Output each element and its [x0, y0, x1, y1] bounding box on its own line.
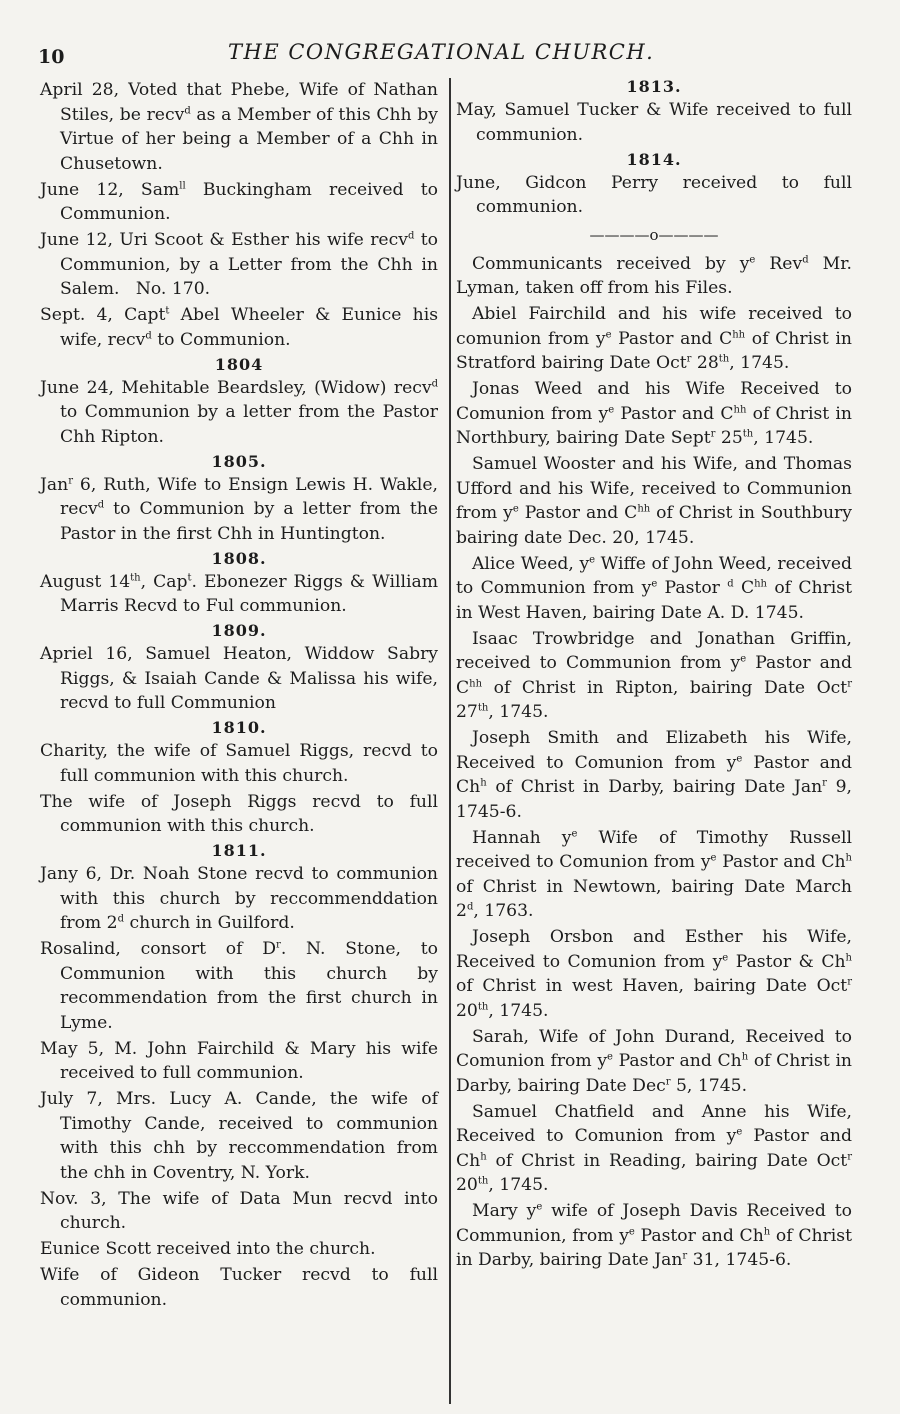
record-paragraph: Sarah, Wife of John Durand, Received to Comunion from $y^e$ Pastor and Ch$^h$ of Christ in Darby, bairing Date Dec$^r$ 5, 1745.	[456, 1026, 853, 1096]
record-entry: July 7, Mrs. Lucy A. Cande, the wife of Timothy Cande, received to communion with this chh by reccommendation from the chh in Coventry, N. York.	[40, 1089, 438, 1183]
record-paragraph: Alice Weed, $y^e$ Wiffe of John Weed, received to Communion from $y^e$ Pastor $^d$ $C^{hh}$ of Christ in West Haven, bairing Date A. D. 1745.	[456, 553, 853, 623]
record-entry: Jany 6, Dr. Noah Stone recvd to communion with this church by reccommenddation from 2$^d$ church in Guilford.	[40, 864, 438, 933]
record-entry: May 5, M. John Fairchild & Mary his wife received to full communion.	[40, 1038, 438, 1083]
record-paragraph: Samuel Wooster and his Wife, and Thomas Ufford and his Wife, received to Communion from $y^e$ Pastor and $C^{hh}$ of Christ in Southbury bairing date Dec. 20, 1745.	[456, 454, 852, 548]
left-column	[40, 78, 438, 1314]
record-entry: Apriel 16, Samuel Heaton, Widdow Sabry Riggs, & Isaiah Cande & Malissa his wife, recvd to full Communion	[40, 644, 438, 713]
record-paragraph: Jonas Weed and his Wife Received to Comunion from $y^e$ Pastor and $C^{hh}$ of Christ in Northbury, bairing Date Sept$^r$ 25th, 1745.	[456, 379, 852, 448]
record-paragraph: Samuel Chatfield and Anne his Wife, Received to Comunion from $y^e$ Pastor and Ch$^h$ of Christ in Reading, bairing Date Oct$^r$ 20th, 1745.	[456, 1101, 852, 1195]
running-title: THE CONGREGATIONAL CHURCH.	[228, 40, 655, 64]
page-header	[38, 38, 858, 72]
record-paragraph: Isaac Trowbridge and Jonathan Griffin, received to Communion from $y^e$ Pastor and $C^{hh}$ of Christ in Ripton, bairing Date Oct$^r$ 27th, 1745.	[456, 628, 852, 722]
record-entry: Sept. 4, Capt$^t$ Abel Wheeler & Eunice his wife, recv$^d$ to Communion.	[40, 305, 439, 350]
year-heading: 1813.	[626, 77, 682, 96]
year-heading: 1805.	[211, 451, 267, 471]
record-entry: May, Samuel Tucker & Wife received to full communion.	[456, 100, 852, 145]
year-heading: 1808.	[211, 548, 267, 568]
record-paragraph: Joseph Smith and Elizabeth his Wife, Received to Comunion from $y^e$ Pastor and Ch$^h$ of Christ in Darby, bairing Date Jan$^r$ 9, 1745-6.	[456, 728, 852, 822]
section-divider: ————o————	[589, 225, 719, 244]
record-entry: Rosalind, consort of $D^r$. N. Stone, to Communion with this church by recommendation from the first church in Lyme.	[40, 939, 438, 1033]
record-entry: Jan$^r$ 6, Ruth, Wife to Ensign Lewis H. Wakle, recv$^d$ to Communion by a letter from the Pastor in the first Chh in Huntington.	[40, 474, 438, 544]
record-entry: Wife of Gideon Tucker recvd to full communion.	[40, 1265, 438, 1310]
right-column	[456, 78, 852, 1274]
record-entry: April 28, Voted that Phebe, Wife of Nathan Stiles, be recv$^d$ as a Member of this Chh by Virtue of her being a Member of a Chh in Chusetown.	[40, 80, 438, 174]
year-heading: 1804	[214, 354, 264, 374]
record-paragraph: Communicants received by $y^e$ Rev$^d$ Mr. Lyman, taken off from his Files.	[456, 253, 852, 298]
record-paragraph: Joseph Orsbon and Esther his Wife, Received to Comunion from $y^e$ Pastor & Ch$^h$ of Christ in west Haven, bairing Date Oct$^r$ 20th, 1745.	[456, 927, 852, 1021]
record-paragraph: Abiel Fairchild and his wife received to comunion from $y^e$ Pastor and $C^{hh}$ of Christ in Stratford bairing Date Oct$^r$ 28th, 1745.	[456, 304, 853, 373]
year-heading: 1814.	[626, 149, 682, 169]
page-number: 10	[38, 46, 65, 68]
column-divider-rule	[449, 78, 451, 1404]
record-paragraph: Mary $y^e$ wife of Joseph Davis Received to Communion, from $y^e$ Pastor and Ch$^h$ of Christ in Darby, bairing Date Jan$^r$ 31, 1745-6.	[456, 1201, 852, 1270]
record-entry: June 12, Sam$^{ll}$ Buckingham received to Communion.	[40, 179, 438, 224]
year-heading: 1810.	[211, 718, 267, 737]
record-entry: Eunice Scott received into the church.	[40, 1239, 376, 1259]
year-heading: 1811.	[211, 841, 267, 860]
record-paragraph: Hannah $y^e$ Wife of Timothy Russell received to Comunion from $y^e$ Pastor and Ch$^h$ of Christ in Newtown, bairing Date March 2$^d$, 1763.	[456, 827, 852, 921]
record-entry: June 24, Mehitable Beardsley, (Widow) recv$^d$ to Communion by a letter from the Pastor Chh Ripton.	[40, 377, 438, 447]
record-entry: Charity, the wife of Samuel Riggs, recvd to full communion with this church.	[40, 741, 438, 786]
record-entry: The wife of Joseph Riggs recvd to full communion with this church.	[40, 791, 438, 836]
record-entry: June 12, Uri Scoot & Esther his wife recv$^d$ to Communion, by a Letter from the Chh in Salem. No. 170.	[40, 230, 439, 299]
record-entry: June, Gidcon Perry received to full communion.	[456, 172, 852, 217]
year-heading: 1809.	[211, 621, 267, 640]
record-entry: August 14th, Cap$^t$. Ebonezer Riggs & William Marris Recvd to Ful communion.	[40, 571, 438, 616]
record-entry: Nov. 3, The wife of Data Mun recvd into church.	[40, 1188, 438, 1233]
